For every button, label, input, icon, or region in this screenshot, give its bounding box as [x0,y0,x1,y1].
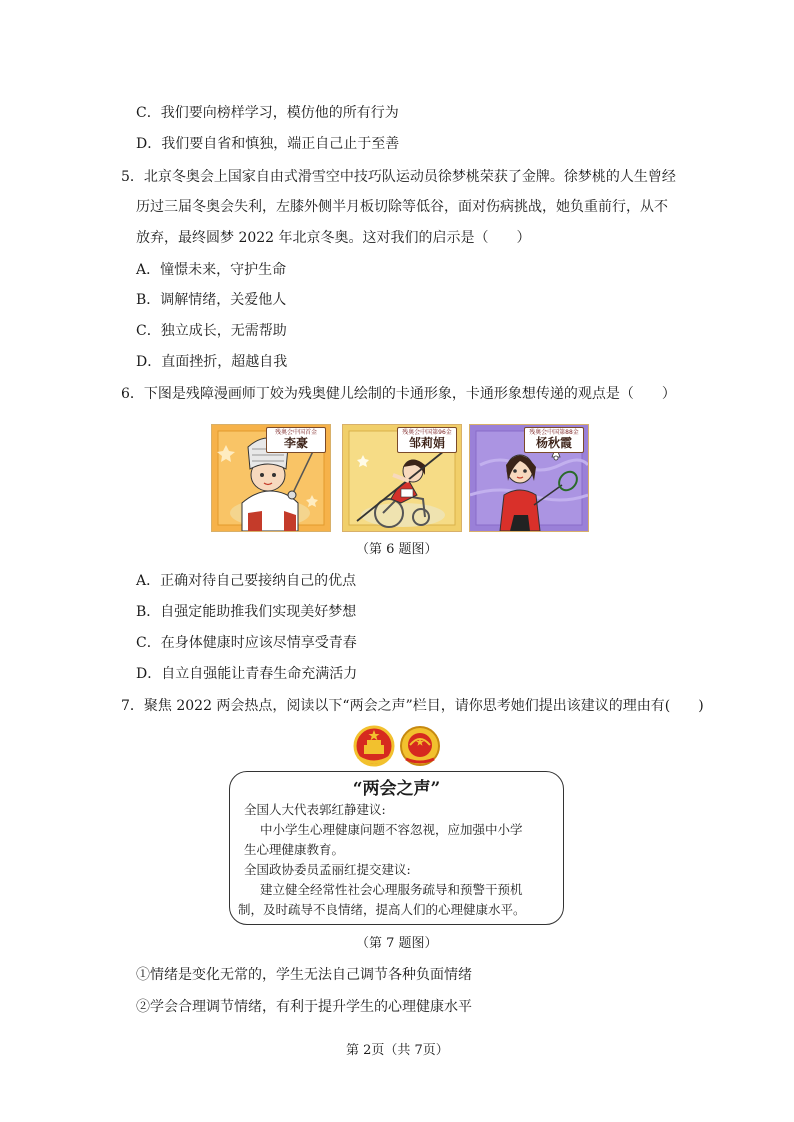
q7-stem: 7．聚焦 2022 两会热点，阅读以下“两会之声”栏目，请你思考她们提出该建议的理由有( ) [121,698,704,714]
q4-option-d: D．我们要自省和慎独，端正自己止于至善 [136,136,400,152]
athlete-name: 邹莉娟 [408,436,445,450]
cartoon-card-li-hao [211,424,331,532]
athlete-name: 李豪 [283,436,308,450]
tag-subtitle: 残奥会中国第96金 [402,429,452,436]
q5-stem-line2: 历过三届冬奥会失利，左膝外侧半月板切除等低谷，面对伤病挑战，她负重前行，从不 [136,199,668,215]
cartoon-card-yang-qiuxia [469,424,589,532]
q7-item-1: ①情绪是变化无常的，学生无法自己调节各种负面情绪 [136,967,472,983]
tag-subtitle: 残奥会中国第88金 [529,429,579,436]
q5-option-d: D．直面挫折，超越自我 [136,354,288,370]
tag-subtitle: 残奥会中国首金 [274,429,317,436]
cppcc-emblem-icon [398,725,442,767]
q4-option-c: C．我们要向榜样学习，模仿他的所有行为 [136,105,399,121]
q6-option-c: C．在身体健康时应该尽情享受青春 [136,635,357,651]
athlete-name: 杨秋霞 [535,436,572,450]
athlete-name-tag [524,427,584,453]
q5-option-c: C．独立成长，无需帮助 [136,323,287,339]
figure-7-caption: （第 7 题图） [356,936,438,951]
q6-option-a: A．正确对待自己要接纳自己的优点 [136,573,357,589]
athlete-name-tag [266,427,326,453]
q6-option-b: B．自强定能助推我们实现美好梦想 [136,604,357,620]
box-line-5: 建立健全经常性社会心理服务疏导和预警干预机 [260,882,523,897]
q7-item-2: ②学会合理调节情绪，有利于提升学生的心理健康水平 [136,999,472,1015]
q6-stem: 6．下图是残障漫画师丁姣为残奥健儿绘制的卡通形象，卡通形象想传递的观点是（ ） [121,386,676,402]
two-sessions-voice-box [229,771,564,925]
box-line-1: 全国人大代表郭红静建议: [244,802,386,817]
q5-option-a: A．憧憬未来，守护生命 [136,262,287,278]
q5-option-b: B．调解情绪，关爱他人 [136,292,287,308]
page-number: 第 2页（共 7页） [346,1043,449,1058]
box-line-6: 制，及时疏导不良情绪，提高人们的心理健康水平。 [238,902,526,917]
national-emblem-icon [352,725,396,767]
q5-stem-line1: 5．北京冬奥会上国家自由式滑雪空中技巧队运动员徐梦桃荣获了金牌。徐梦桃的人生曾经 [121,169,676,185]
cartoon-card-zou-lijuan [342,424,462,532]
figure-6-caption: （第 6 题图） [356,542,438,557]
q5-stem-line3: 放弃，最终圆梦 2022 年北京冬奥。这对我们的启示是（ ） [136,230,531,246]
box-line-3: 生心理健康教育。 [244,842,345,857]
box-title: “两会之声” [352,779,441,799]
q6-option-d: D．自立自强能让青春生命充满活力 [136,666,358,682]
box-line-4: 全国政协委员孟丽红提交建议: [244,862,411,877]
box-line-2: 中小学生心理健康问题不容忽视，应加强中小学 [260,822,523,837]
athlete-name-tag [397,427,457,453]
